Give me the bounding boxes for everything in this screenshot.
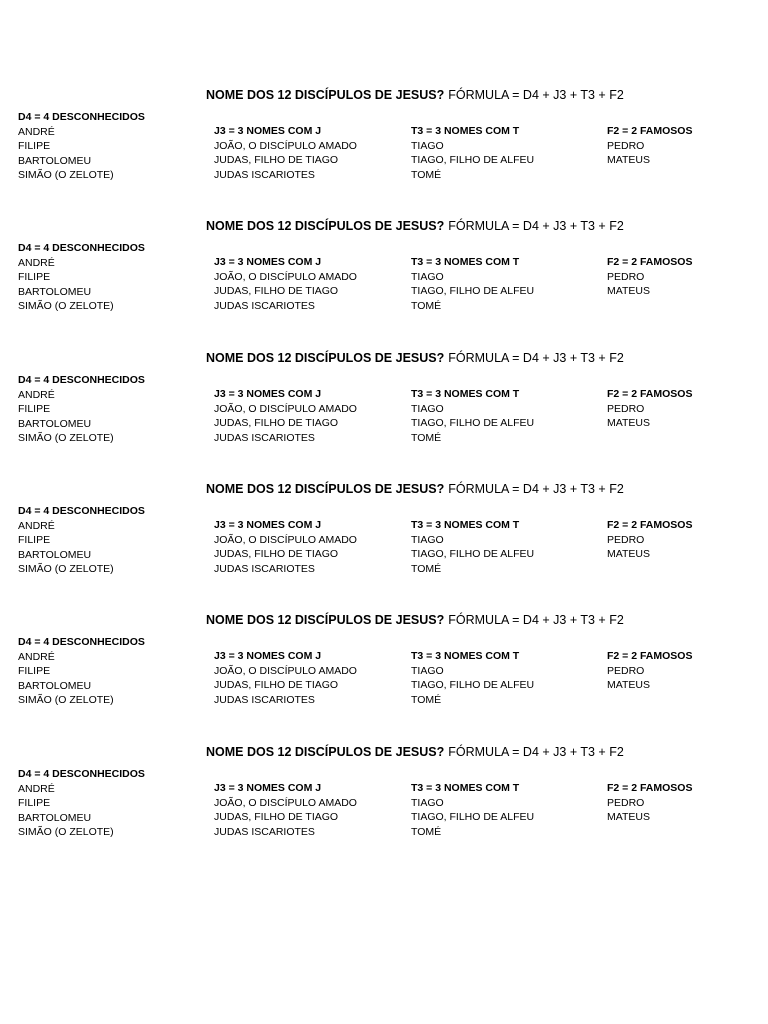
column-f2 bbox=[607, 124, 692, 168]
apostle-name: SIMÃO (O ZELOTE) bbox=[18, 432, 114, 444]
title-formula: FÓRMULA = D4 + J3 + T3 + F2 bbox=[448, 482, 624, 496]
apostle-name: ANDRÉ bbox=[18, 650, 55, 663]
column-j3 bbox=[214, 649, 357, 707]
apostle-name: JOÃO, O DISCÍPULO AMADO bbox=[214, 402, 357, 415]
apostle-name: TOMÉ bbox=[411, 299, 442, 312]
column-d4 bbox=[18, 504, 145, 577]
column-header: F2 = 2 FAMOSOS bbox=[607, 256, 693, 268]
title-question: NOME DOS 12 DISCÍPULOS DE JESUS? bbox=[206, 613, 445, 627]
apostle-name: TIAGO, FILHO DE ALFEU bbox=[411, 548, 535, 560]
column-f2 bbox=[607, 781, 692, 825]
apostles-block bbox=[0, 481, 768, 596]
apostle-name: PEDRO bbox=[607, 139, 645, 152]
column-f2 bbox=[607, 255, 692, 299]
apostle-name: SIMÃO (O ZELOTE) bbox=[18, 694, 114, 706]
title-formula: FÓRMULA = D4 + J3 + T3 + F2 bbox=[448, 351, 624, 365]
apostle-name: JUDAS, FILHO DE TIAGO bbox=[214, 285, 339, 297]
apostle-name: ANDRÉ bbox=[18, 388, 55, 401]
apostle-name: BARTOLOMEU bbox=[18, 811, 92, 824]
apostle-name: ANDRÉ bbox=[18, 256, 55, 269]
apostle-name: ANDRÉ bbox=[18, 125, 55, 138]
block-title bbox=[206, 87, 624, 103]
apostle-name: PEDRO bbox=[607, 402, 645, 415]
apostle-name: MATEUS bbox=[607, 548, 650, 560]
apostle-name: SIMÃO (O ZELOTE) bbox=[18, 563, 114, 575]
apostle-name: TIAGO, FILHO DE ALFEU bbox=[411, 811, 535, 823]
apostle-name: FILIPE bbox=[18, 797, 51, 809]
apostle-name: JUDAS ISCARIOTES bbox=[214, 693, 315, 706]
column-f2 bbox=[607, 518, 692, 562]
column-t3 bbox=[411, 255, 534, 313]
title-question: NOME DOS 12 DISCÍPULOS DE JESUS? bbox=[206, 219, 445, 233]
column-header: T3 = 3 NOMES COM T bbox=[411, 256, 520, 268]
apostle-name: JOÃO, O DISCÍPULO AMADO bbox=[214, 664, 357, 677]
apostle-name: JUDAS, FILHO DE TIAGO bbox=[214, 548, 339, 560]
apostle-name: JUDAS ISCARIOTES bbox=[214, 299, 315, 312]
apostle-name: FILIPE bbox=[18, 534, 51, 546]
column-d4 bbox=[18, 110, 145, 183]
apostle-name: TIAGO bbox=[411, 533, 444, 546]
apostle-name: JOÃO, O DISCÍPULO AMADO bbox=[214, 139, 357, 152]
apostle-name: TIAGO bbox=[411, 402, 444, 415]
apostles-block bbox=[0, 87, 768, 202]
apostle-name: JUDAS, FILHO DE TIAGO bbox=[214, 811, 339, 823]
apostles-block bbox=[0, 612, 768, 727]
column-header: J3 = 3 NOMES COM J bbox=[214, 519, 322, 531]
column-f2 bbox=[607, 649, 692, 693]
column-header: F2 = 2 FAMOSOS bbox=[607, 782, 693, 794]
apostle-name: BARTOLOMEU bbox=[18, 417, 92, 430]
column-f2 bbox=[607, 387, 692, 431]
apostle-name: TIAGO bbox=[411, 270, 444, 283]
apostle-name: BARTOLOMEU bbox=[18, 679, 92, 692]
column-t3 bbox=[411, 124, 534, 182]
apostle-name: TOMÉ bbox=[411, 431, 442, 444]
column-t3 bbox=[411, 781, 534, 839]
apostle-name: JUDAS ISCARIOTES bbox=[214, 562, 315, 575]
apostle-name: JUDAS ISCARIOTES bbox=[214, 825, 315, 838]
apostle-name: JUDAS, FILHO DE TIAGO bbox=[214, 417, 339, 429]
apostle-name: TIAGO, FILHO DE ALFEU bbox=[411, 417, 535, 429]
title-question: NOME DOS 12 DISCÍPULOS DE JESUS? bbox=[206, 88, 445, 102]
apostle-name: JOÃO, O DISCÍPULO AMADO bbox=[214, 533, 357, 546]
apostle-name: TOMÉ bbox=[411, 693, 442, 706]
column-header: D4 = 4 DESCONHECIDOS bbox=[18, 242, 145, 254]
block-title bbox=[206, 350, 624, 366]
column-t3 bbox=[411, 649, 534, 707]
column-j3 bbox=[214, 781, 357, 839]
apostle-name: JUDAS, FILHO DE TIAGO bbox=[214, 154, 339, 166]
column-header: D4 = 4 DESCONHECIDOS bbox=[18, 374, 145, 386]
title-formula: FÓRMULA = D4 + J3 + T3 + F2 bbox=[448, 219, 624, 233]
apostle-name: TOMÉ bbox=[411, 168, 442, 181]
block-title bbox=[206, 744, 624, 760]
column-j3 bbox=[214, 255, 357, 313]
apostle-name: SIMÃO (O ZELOTE) bbox=[18, 826, 114, 838]
title-question: NOME DOS 12 DISCÍPULOS DE JESUS? bbox=[206, 351, 445, 365]
apostle-name: MATEUS bbox=[607, 679, 650, 691]
title-formula: FÓRMULA = D4 + J3 + T3 + F2 bbox=[448, 613, 624, 627]
column-d4 bbox=[18, 373, 145, 446]
apostle-name: JUDAS, FILHO DE TIAGO bbox=[214, 679, 339, 691]
column-header: D4 = 4 DESCONHECIDOS bbox=[18, 505, 145, 517]
apostle-name: JOÃO, O DISCÍPULO AMADO bbox=[214, 270, 357, 283]
apostle-name: FILIPE bbox=[18, 403, 51, 415]
block-title bbox=[206, 612, 624, 628]
column-header: T3 = 3 NOMES COM T bbox=[411, 388, 520, 400]
apostle-name: MATEUS bbox=[607, 811, 650, 823]
apostle-name: JUDAS ISCARIOTES bbox=[214, 168, 315, 181]
apostle-name: SIMÃO (O ZELOTE) bbox=[18, 169, 114, 181]
apostles-block bbox=[0, 744, 768, 859]
title-formula: FÓRMULA = D4 + J3 + T3 + F2 bbox=[448, 88, 624, 102]
apostle-name: FILIPE bbox=[18, 665, 51, 677]
apostle-name: JOÃO, O DISCÍPULO AMADO bbox=[214, 796, 357, 809]
column-header: J3 = 3 NOMES COM J bbox=[214, 650, 322, 662]
apostle-name: BARTOLOMEU bbox=[18, 548, 92, 561]
block-title bbox=[206, 481, 624, 497]
column-t3 bbox=[411, 518, 534, 576]
column-header: F2 = 2 FAMOSOS bbox=[607, 388, 693, 400]
title-formula: FÓRMULA = D4 + J3 + T3 + F2 bbox=[448, 745, 624, 759]
column-header: T3 = 3 NOMES COM T bbox=[411, 650, 520, 662]
column-header: J3 = 3 NOMES COM J bbox=[214, 388, 322, 400]
apostle-name: TOMÉ bbox=[411, 562, 442, 575]
column-header: T3 = 3 NOMES COM T bbox=[411, 519, 520, 531]
column-header: J3 = 3 NOMES COM J bbox=[214, 125, 322, 137]
apostle-name: PEDRO bbox=[607, 533, 645, 546]
apostle-name: TIAGO bbox=[411, 796, 444, 809]
apostle-name: TIAGO, FILHO DE ALFEU bbox=[411, 285, 535, 297]
apostle-name: SIMÃO (O ZELOTE) bbox=[18, 300, 114, 312]
apostle-name: PEDRO bbox=[607, 664, 645, 677]
column-header: J3 = 3 NOMES COM J bbox=[214, 256, 322, 268]
apostle-name: TIAGO bbox=[411, 664, 444, 677]
column-d4 bbox=[18, 635, 145, 708]
apostle-name: TIAGO, FILHO DE ALFEU bbox=[411, 679, 535, 691]
column-header: F2 = 2 FAMOSOS bbox=[607, 519, 693, 531]
apostle-name: FILIPE bbox=[18, 271, 51, 283]
apostle-name: TIAGO, FILHO DE ALFEU bbox=[411, 154, 535, 166]
apostle-name: ANDRÉ bbox=[18, 782, 55, 795]
column-header: D4 = 4 DESCONHECIDOS bbox=[18, 768, 145, 780]
apostle-name: TIAGO bbox=[411, 139, 444, 152]
apostle-name: BARTOLOMEU bbox=[18, 154, 92, 167]
column-header: F2 = 2 FAMOSOS bbox=[607, 125, 693, 137]
apostle-name: PEDRO bbox=[607, 796, 645, 809]
column-t3 bbox=[411, 387, 534, 445]
apostle-name: MATEUS bbox=[607, 154, 650, 166]
apostle-name: TOMÉ bbox=[411, 825, 442, 838]
apostle-name: MATEUS bbox=[607, 285, 650, 297]
column-j3 bbox=[214, 124, 357, 182]
column-header: T3 = 3 NOMES COM T bbox=[411, 782, 520, 794]
column-d4 bbox=[18, 767, 145, 840]
apostle-name: ANDRÉ bbox=[18, 519, 55, 532]
apostle-name: FILIPE bbox=[18, 140, 51, 152]
apostles-block bbox=[0, 350, 768, 465]
column-header: T3 = 3 NOMES COM T bbox=[411, 125, 520, 137]
column-header: F2 = 2 FAMOSOS bbox=[607, 650, 693, 662]
block-title bbox=[206, 218, 624, 234]
title-question: NOME DOS 12 DISCÍPULOS DE JESUS? bbox=[206, 482, 445, 496]
column-header: D4 = 4 DESCONHECIDOS bbox=[18, 111, 145, 123]
column-header: D4 = 4 DESCONHECIDOS bbox=[18, 636, 145, 648]
column-j3 bbox=[214, 387, 357, 445]
apostles-block bbox=[0, 218, 768, 333]
apostle-name: PEDRO bbox=[607, 270, 645, 283]
apostle-name: JUDAS ISCARIOTES bbox=[214, 431, 315, 444]
column-j3 bbox=[214, 518, 357, 576]
column-d4 bbox=[18, 241, 145, 314]
column-header: J3 = 3 NOMES COM J bbox=[214, 782, 322, 794]
apostle-name: BARTOLOMEU bbox=[18, 285, 92, 298]
apostle-name: MATEUS bbox=[607, 417, 650, 429]
title-question: NOME DOS 12 DISCÍPULOS DE JESUS? bbox=[206, 745, 445, 759]
